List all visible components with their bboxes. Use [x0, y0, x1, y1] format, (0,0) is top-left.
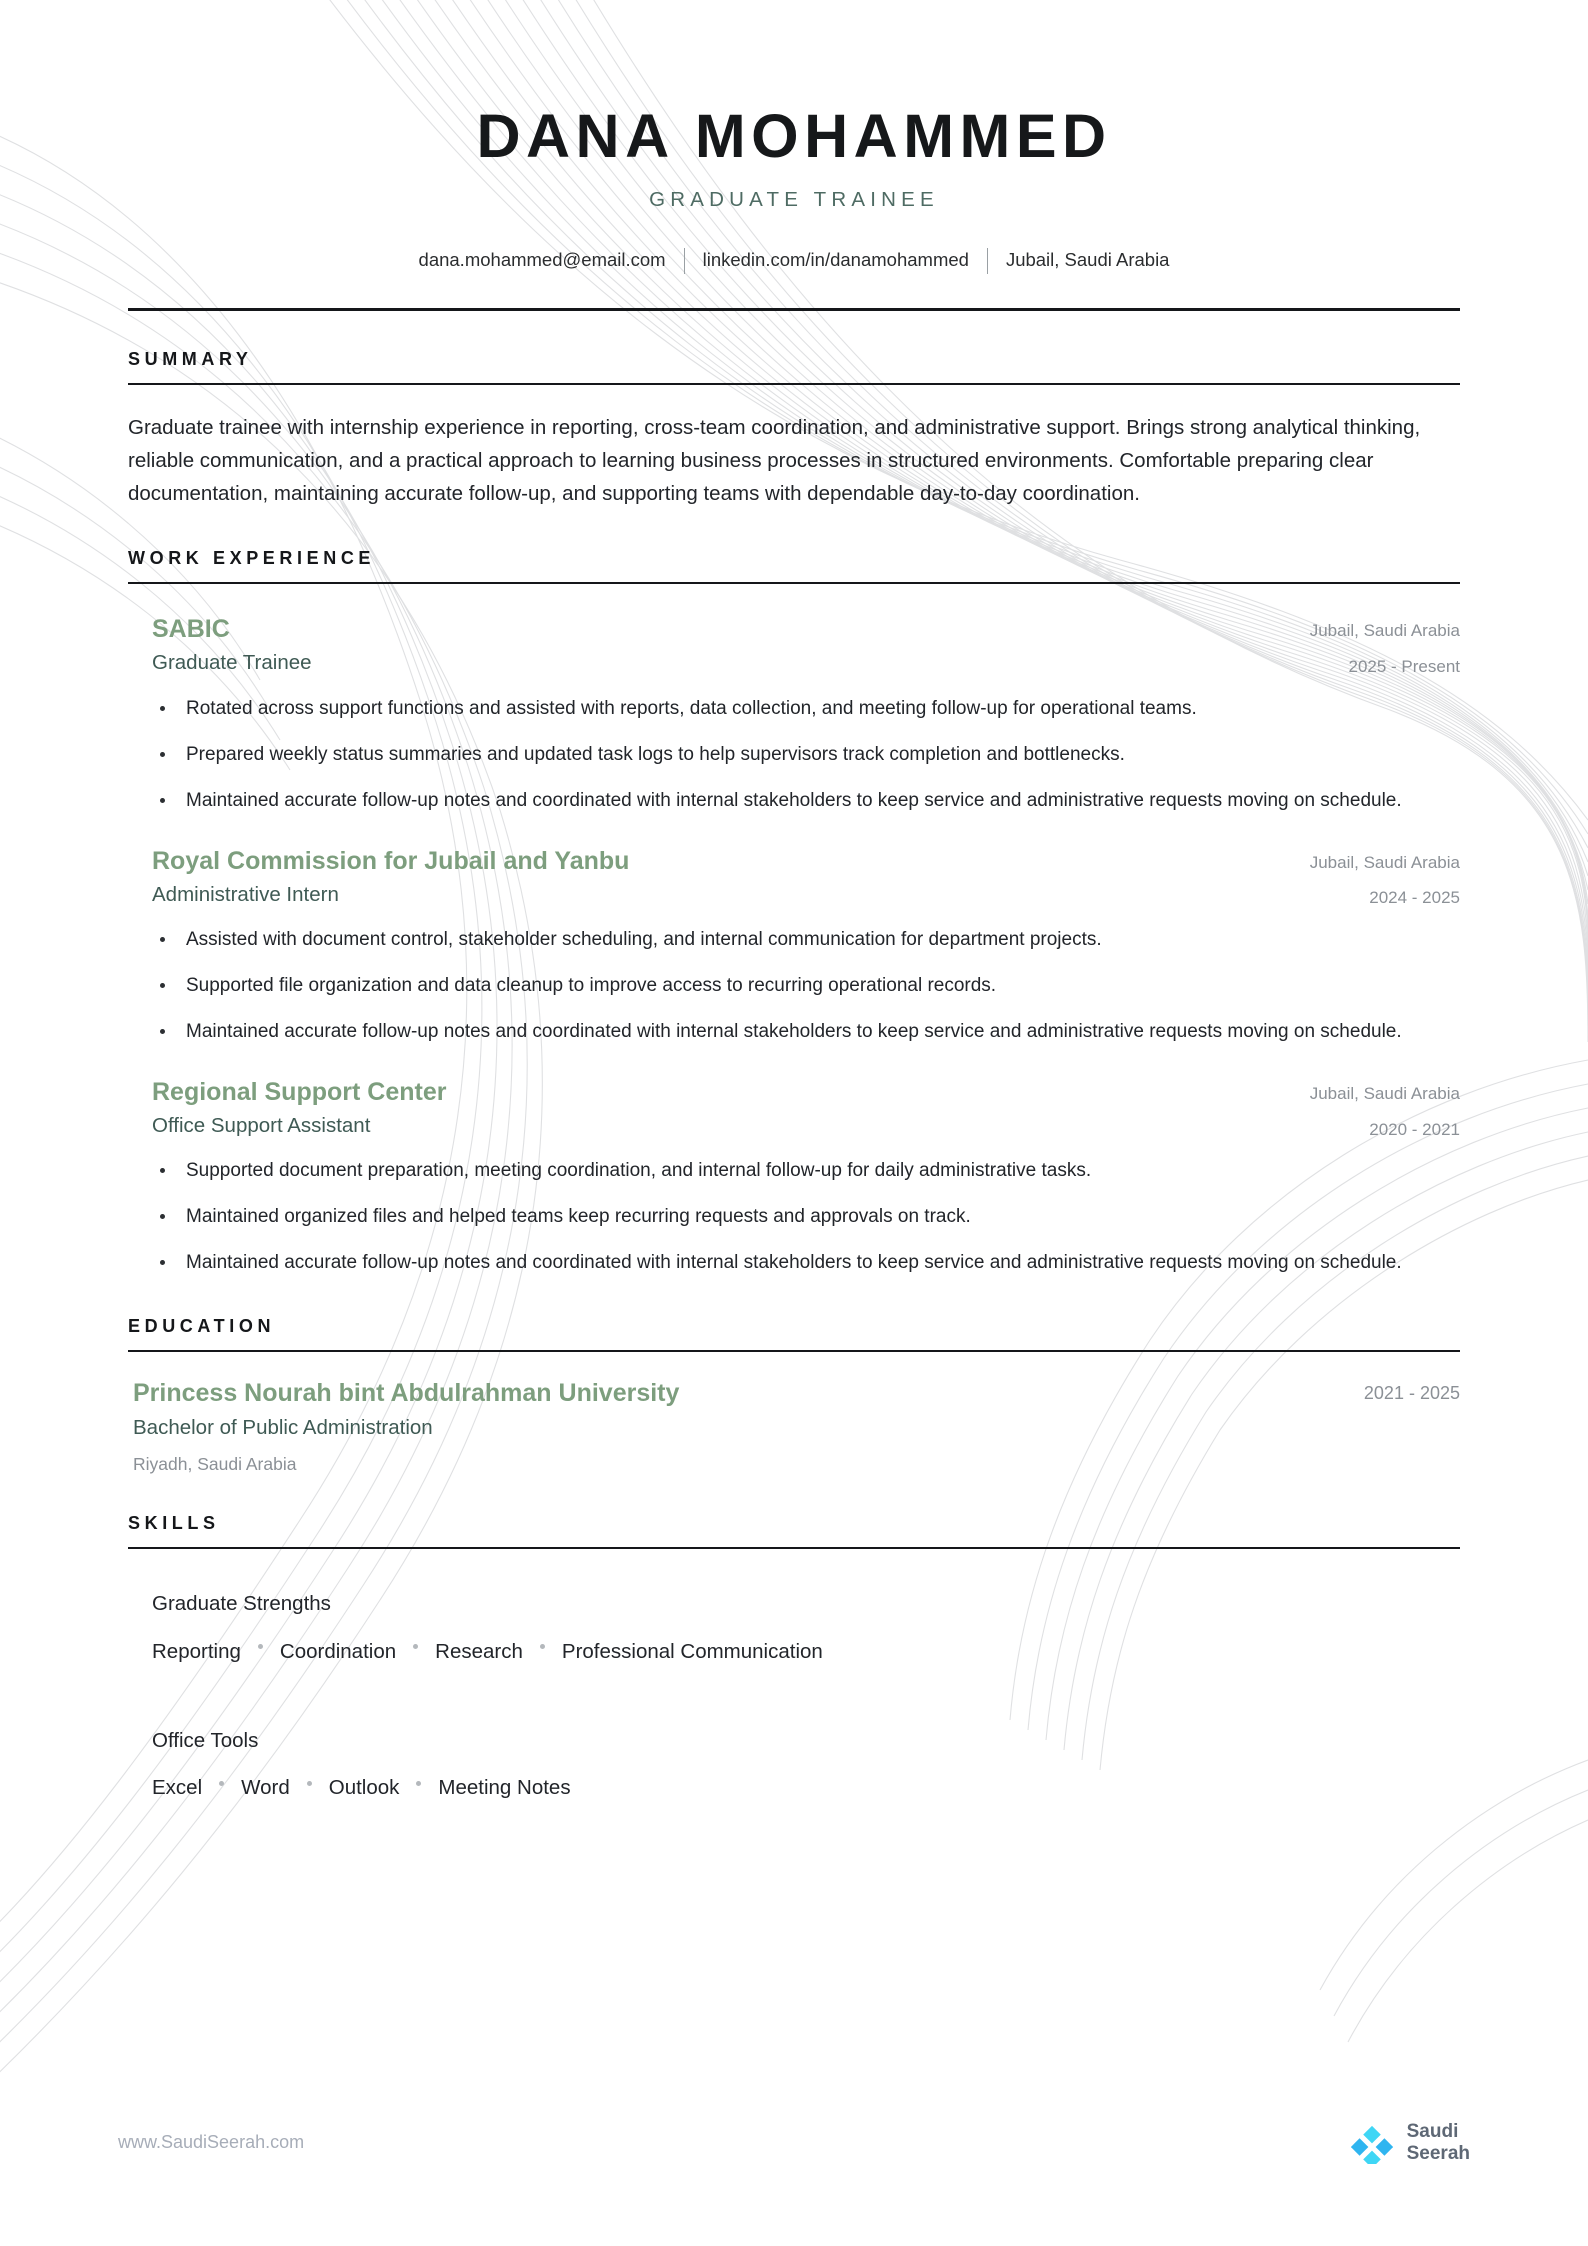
skill-separator-dot-icon: [413, 1644, 418, 1649]
section-heading-work-experience: WORK EXPERIENCE: [128, 548, 376, 569]
education-degree: Bachelor of Public Administration: [133, 1416, 433, 1440]
saudi-seerah-diamond-logo-icon: [1351, 2122, 1393, 2164]
section-heading-education: EDUCATION: [128, 1316, 276, 1337]
header-divider: [128, 308, 1460, 311]
section-divider: [128, 383, 1460, 385]
skill-separator-dot-icon: [416, 1781, 421, 1786]
footer-website-url[interactable]: www.SaudiSeerah.com: [118, 2132, 305, 2153]
skill-item: Word: [241, 1776, 290, 1800]
education-school: Princess Nourah bint Abdulrahman University: [133, 1379, 680, 1408]
experience-item: [128, 614, 1460, 815]
contact-separator-icon: [684, 248, 685, 274]
skill-item-row: [152, 1640, 1460, 1664]
skill-item: Professional Communication: [561, 1639, 823, 1663]
skill-group-name: Graduate Strengths: [152, 1591, 331, 1615]
experience-bullet: Maintained accurate follow-up notes and coordinated with internal stakeholders to keep service and administrative requests moving on schedule.: [152, 1248, 1460, 1278]
experience-item-meta: [1286, 1077, 1460, 1142]
experience-item-left: [152, 1077, 1286, 1139]
contact-linkedin[interactable]: linkedin.com/in/danamohammed: [702, 248, 969, 270]
experience-bullet: Supported document preparation, meeting coordination, and internal follow-up for daily administrative tasks.: [152, 1156, 1460, 1186]
experience-bullet: Maintained organized files and helped teams keep recurring requests and approvals on track.: [152, 1202, 1460, 1232]
skill-group: [152, 1728, 1460, 1801]
experience-item: [128, 846, 1460, 1047]
experience-item-meta: [1286, 846, 1460, 911]
section-divider: [128, 1350, 1460, 1352]
brand-name: [1407, 2121, 1470, 2164]
skill-separator-dot-icon: [307, 1781, 312, 1786]
section-summary: [128, 349, 1460, 511]
section-divider: [128, 582, 1460, 584]
section-skills: [128, 1513, 1460, 1800]
section-heading-skills: SKILLS: [128, 1512, 220, 1533]
skill-item: Reporting: [152, 1639, 241, 1663]
summary-text: Graduate trainee with internship experience in reporting, cross-team coordination, and administrative support. Brings strong analytical thinking, reliable communication, and a practical approach to learning business processes in structured environments. Comfortable preparing clear documentation, maintaining accurate follow-up, and supporting teams with dependable day-to-day coordination.: [128, 415, 1421, 506]
experience-location: Jubail, Saudi Arabia: [1309, 621, 1460, 641]
experience-bullets: [152, 925, 1460, 1047]
skill-item: Outlook: [328, 1776, 400, 1800]
skills-groups: [128, 1591, 1460, 1800]
experience-bullets: [152, 694, 1460, 816]
skill-item: Coordination: [279, 1639, 397, 1663]
skill-item-row: [152, 1776, 1460, 1800]
experience-item-meta: [1286, 614, 1460, 679]
candidate-title: GRADUATE TRAINEE: [649, 187, 939, 211]
candidate-name: DANA MOHAMMED: [476, 102, 1112, 170]
experience-company: Regional Support Center: [152, 1077, 447, 1106]
section-divider: [128, 1547, 1460, 1549]
experience-role: Graduate Trainee: [152, 651, 312, 675]
experience-role: Office Support Assistant: [152, 1113, 371, 1137]
experience-item-header: [152, 614, 1460, 679]
experience-bullet: Prepared weekly status summaries and updated task logs to help supervisors track completion and bottlenecks.: [152, 740, 1460, 770]
education-dates: 2021 - 2025: [1363, 1383, 1460, 1404]
skill-separator-dot-icon: [258, 1644, 263, 1649]
experience-location: Jubail, Saudi Arabia: [1309, 1083, 1460, 1103]
contact-separator-icon: [987, 248, 988, 274]
experience-item: [128, 1077, 1460, 1278]
brand-name-line2: Seerah: [1406, 2142, 1470, 2164]
education-item: [128, 1378, 1460, 1475]
section-work-experience: [128, 548, 1460, 1278]
contact-location: Jubail, Saudi Arabia: [1005, 248, 1170, 270]
skill-separator-dot-icon: [219, 1781, 224, 1786]
experience-item-left: [152, 846, 1286, 908]
experience-bullet: Maintained accurate follow-up notes and coordinated with internal stakeholders to keep service and administrative requests moving on schedule.: [152, 1017, 1460, 1047]
experience-company: Royal Commission for Jubail and Yanbu: [152, 846, 630, 875]
experience-bullet: Supported file organization and data cleanup to improve access to recurring operational records.: [152, 971, 1460, 1001]
section-education: [128, 1316, 1460, 1475]
page-footer: [0, 2121, 1588, 2164]
experience-bullet: Maintained accurate follow-up notes and coordinated with internal stakeholders to keep service and administrative requests moving on schedule.: [152, 786, 1460, 816]
skill-item: Research: [435, 1639, 523, 1663]
skill-group-name: Office Tools: [152, 1728, 259, 1752]
education-location: Riyadh, Saudi Arabia: [133, 1453, 297, 1474]
contact-row: [128, 247, 1460, 273]
experience-dates: 2024 - 2025: [1369, 888, 1460, 908]
experience-item-left: [152, 614, 1286, 676]
brand-lockup: [1351, 2121, 1470, 2164]
experience-bullet: Assisted with document control, stakeholder scheduling, and internal communication for department projects.: [152, 925, 1460, 955]
skill-group: [152, 1591, 1460, 1664]
experience-bullet: Rotated across support functions and assisted with reports, data collection, and meeting follow-up for operational teams.: [152, 694, 1460, 724]
section-heading-summary: SUMMARY: [128, 348, 253, 369]
experience-item-header: [152, 1077, 1460, 1142]
contact-email[interactable]: dana.mohammed@email.com: [418, 248, 666, 270]
resume-header: [128, 0, 1460, 311]
skill-separator-dot-icon: [540, 1644, 545, 1649]
skill-item: Meeting Notes: [438, 1776, 571, 1800]
experience-company: SABIC: [152, 615, 230, 644]
experience-role: Administrative Intern: [152, 882, 339, 906]
skill-item: Excel: [152, 1776, 203, 1800]
experience-dates: 2025 - Present: [1348, 656, 1460, 676]
experience-dates: 2020 - 2021: [1369, 1119, 1460, 1139]
experience-item-header: [152, 846, 1460, 911]
experience-list: [128, 614, 1460, 1278]
education-item-left: [133, 1378, 679, 1475]
experience-location: Jubail, Saudi Arabia: [1309, 852, 1460, 872]
brand-name-line1: Saudi: [1406, 2121, 1459, 2143]
experience-bullets: [152, 1156, 1460, 1278]
